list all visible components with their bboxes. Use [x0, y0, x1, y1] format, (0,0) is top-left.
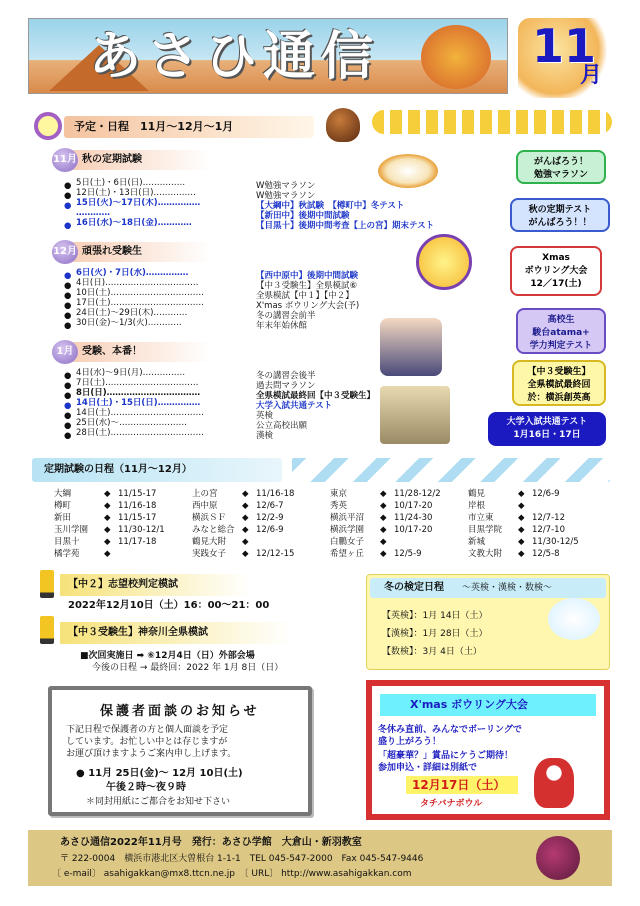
bubble-final-moshi: 【中３受験生】 全県模試最終回 於：横浜創英高: [512, 360, 606, 406]
row-date: 30日(金)〜1/3(火)…………: [76, 318, 182, 328]
exam-cell: [468, 536, 606, 548]
diamond-icon: ◆: [380, 537, 387, 547]
exam-dates: 11/30-12/1: [118, 525, 165, 535]
logo-icon: [536, 836, 580, 880]
schedule-row: [64, 218, 504, 231]
row-date: 14日(土)・15日(日)……………: [76, 398, 201, 408]
schedule-row: [64, 198, 504, 211]
row-event: 【大綱中】秋試験 【樽町中】冬テスト: [256, 201, 405, 211]
diamond-icon: ◆: [380, 549, 387, 559]
diamond-icon: ◆: [242, 525, 249, 535]
notice-note: ＊同封用紙にご都合をお知せ下さい: [86, 797, 231, 807]
row-date: 7日(土)……………………………: [76, 378, 199, 388]
exam-cell: [192, 524, 330, 536]
bubble-common-test: 大学入試共通テスト 1月16日・17日: [488, 412, 606, 446]
dec-badge: 12月: [52, 240, 78, 264]
bowling-line-2: 盛り上がろう！: [378, 737, 442, 747]
school-name: 秀英: [330, 501, 348, 511]
row-event: 過去問マラソン: [256, 381, 316, 391]
exam-schedule-heading-text: 定期試験の日程（11月〜12月）: [44, 464, 192, 475]
diamond-icon: ◆: [242, 513, 249, 523]
month-suffix: 月: [580, 63, 603, 88]
kentei-suken: 【数検】：3月 4日（土）: [382, 647, 482, 657]
exam-cell: [54, 488, 192, 500]
school-name: 文教大附: [468, 549, 503, 559]
row-event: 漢検: [256, 431, 274, 441]
exam-dates: 12/6-9: [532, 489, 560, 499]
kentei-sub: 〜英検・漢検・数検〜: [462, 583, 553, 593]
row-date: …………: [76, 208, 110, 218]
bowling-place: タチバナボウル: [420, 799, 483, 809]
school-name: 白鵬女子: [330, 537, 365, 547]
exam-cell: [192, 536, 330, 548]
bubble-autumn-test: 秋の定期テスト がんばろう！！: [510, 198, 610, 232]
santa-illustration: [534, 758, 574, 808]
exam-dates: 12/6-7: [256, 501, 284, 511]
schedule-row: [64, 298, 504, 311]
footer-line-1: あさひ通信2022年11月号 発行：あさひ学館 大倉山・新羽教室: [60, 837, 362, 848]
footer-line-3: 〔 e-mail〕 asahigakkan@mx8.ttcn.ne.jp 〔 URL〕 http://www.asahigakkan.com: [52, 869, 412, 879]
school-name: 鶴見大附: [192, 537, 227, 547]
exam-cell: [330, 488, 468, 500]
school-name: 新城: [468, 537, 486, 547]
nov-badge: 11月: [52, 148, 78, 172]
exam-grid: [54, 488, 614, 564]
exam-cell: [330, 536, 468, 548]
nov-heading: 秋の定期試験: [52, 150, 212, 170]
exam-cell: [468, 512, 606, 524]
bullet-icon: ●: [64, 201, 72, 211]
exam-dates: 12/5-9: [394, 549, 422, 559]
row-event: 全県模試【中１】【中２】: [256, 291, 354, 301]
exam-dates: 11/15-17: [118, 513, 157, 523]
school-name: 実践女子: [192, 549, 227, 559]
row-event: W勉強マラソン: [256, 191, 316, 201]
moshi3-title: 【中３受験生】神奈川全県模試: [60, 622, 292, 644]
bowling-line-4: 参加申込・詳細は別紙で: [378, 763, 478, 773]
schedule-row: [64, 208, 504, 221]
notice-dates: ● 11月 25日(金)〜 12月 10日(土): [76, 768, 243, 779]
diamond-icon: ◆: [518, 489, 525, 499]
triangle-rulers-decoration: [292, 458, 610, 482]
row-event: 英検: [256, 411, 274, 421]
school-name: 目黒十: [54, 537, 80, 547]
exam-dates: 12/12-15: [256, 549, 295, 559]
jan-heading: 受験、本番！: [52, 342, 212, 362]
school-name: 東京: [330, 489, 348, 499]
diamond-icon: ◆: [104, 525, 111, 535]
pencil-icon-2: [40, 616, 54, 644]
moshi2-date: 2022年12月10日（土）16：00〜21：00: [68, 600, 270, 611]
bullet-icon: ●: [64, 401, 72, 411]
diamond-icon: ◆: [242, 537, 249, 547]
diamond-icon: ◆: [242, 549, 249, 559]
dec-heading: 頑張れ受験生: [52, 242, 212, 262]
schedule-row: [64, 308, 504, 321]
row-date: 6日(火)・7日(水)……………: [76, 268, 189, 278]
kentei-title: 冬の検定日程: [384, 582, 444, 593]
exam-dates: 12/2-9: [256, 513, 284, 523]
bowling-date: 12月17日（土）: [412, 778, 506, 792]
school-name: 鶴見: [468, 489, 486, 499]
diamond-icon: ◆: [242, 501, 249, 511]
exam-dates: 12/7-10: [532, 525, 565, 535]
school-name: 新田: [54, 513, 72, 523]
diamond-icon: ◆: [242, 489, 249, 499]
row-event: 【目黒十】後期中間考査【上の宮】期末テスト: [256, 221, 435, 231]
moshi2-title: 【中２】志望校判定模試: [60, 574, 250, 596]
exam-dates: 11/16-18: [118, 501, 157, 511]
exam-cell: [192, 512, 330, 524]
school-name: 岸根: [468, 501, 486, 511]
school-name: 玉川学園: [54, 525, 89, 535]
row-date: 4日(日)……………………………: [76, 278, 199, 288]
row-event: 【中３受験生】全県模試⑥: [256, 281, 358, 291]
exam-dates: 10/17-20: [394, 525, 433, 535]
bubble-study-marathon: がんばろう！ 勉強マラソン: [516, 150, 606, 184]
school-name: 市立東: [468, 513, 494, 523]
moshi3-final: 今後の日程 → 最終回：2022 年 1月 8日（日）: [92, 663, 284, 673]
exam-cell: [192, 548, 330, 560]
exam-dates: 11/30-12/5: [532, 537, 579, 547]
diamond-icon: ◆: [518, 537, 525, 547]
diamond-icon: ◆: [104, 501, 111, 511]
ginkgo-leaves-decoration: [372, 110, 612, 134]
school-name: 西中原: [192, 501, 218, 511]
exam-cell: [54, 524, 192, 536]
exam-dates: 12/6-9: [256, 525, 284, 535]
bowling-title: X'mas ボウリング大会: [410, 698, 528, 711]
schedule-heading-text: 予定・日程 11月〜12月〜1月: [74, 120, 234, 133]
jan-badge: 1月: [52, 340, 78, 364]
chestnut-icon: [326, 108, 360, 142]
notice-body-2: しています。お忙しい中とは存じますが: [66, 737, 228, 747]
month-number: 11: [532, 19, 597, 73]
bullet-icon: ●: [64, 381, 72, 391]
footer-line-2: 〒 222-0004 横浜市港北区大曽根台 1-1-1 TEL 045-547-2000 Fax 045-547-9446: [60, 854, 424, 864]
notice-time: 午後２時〜夜９時: [106, 782, 186, 793]
row-date: 15日(火)〜17日(木)……………: [76, 198, 201, 208]
exam-cell: [330, 548, 468, 560]
notice-body-3: お運び頂けますようご案内申し上げます。: [66, 749, 237, 759]
diamond-icon: ◆: [380, 501, 387, 511]
exam-dates: 11/16-18: [256, 489, 295, 499]
exam-cell: [54, 548, 192, 560]
exam-cell: [468, 500, 606, 512]
diamond-icon: ◆: [380, 489, 387, 499]
exam-cell: [330, 512, 468, 524]
bubble-high-school-test: 高校生 駿台atama+ 学力判定テスト: [516, 308, 606, 354]
leaf-icon: [421, 25, 491, 89]
bullet-icon: ●: [64, 371, 72, 381]
row-event: 年末年始休館: [256, 321, 308, 331]
diamond-icon: ◆: [104, 537, 111, 547]
schedule-row: [64, 178, 504, 191]
exam-cell: [192, 500, 330, 512]
bullet-icon: ●: [64, 191, 72, 201]
school-name: 目黒学院: [468, 525, 503, 535]
exam-dates: 11/17-18: [118, 537, 157, 547]
moshi3-next: ■次回実施日 ➡ ⑥12月4日（日）外部会場: [80, 651, 255, 661]
stopwatch-icon: [34, 112, 62, 140]
diamond-icon: ◆: [104, 513, 111, 523]
bullet-icon: ●: [64, 271, 72, 281]
sparkle-mascot-illustration: [416, 234, 472, 290]
row-event: 大学入試共通テスト: [256, 401, 333, 411]
bullet-icon: ●: [64, 311, 72, 321]
school-name: 大綱: [54, 489, 72, 499]
school-name: 希望ヶ丘: [330, 549, 365, 559]
school-name: 横浜平沼: [330, 513, 365, 523]
header-banner: [28, 18, 508, 94]
row-event: 【新田中】後期中間試験: [256, 211, 350, 221]
bullet-icon: ●: [64, 301, 72, 311]
row-event: 【西中原中】後期中間試験: [256, 271, 359, 281]
diamond-icon: ◆: [518, 513, 525, 523]
exam-cell: [468, 488, 606, 500]
schedule-row: [64, 188, 504, 201]
exam-dates: 11/28-12/2: [394, 489, 441, 499]
row-date: 8日(日)……………………………: [76, 388, 201, 398]
exam-cell: [192, 488, 330, 500]
bullet-icon: ●: [64, 181, 72, 191]
bullet-icon: ●: [64, 281, 72, 291]
diamond-icon: ◆: [518, 549, 525, 559]
bullet-icon: ●: [64, 291, 72, 301]
bullet-icon: ●: [64, 391, 72, 401]
school-name: みなと総合: [192, 525, 235, 535]
curry-illustration: [378, 154, 438, 188]
bullet-icon: ●: [64, 431, 72, 441]
diamond-icon: ◆: [518, 501, 525, 511]
diamond-icon: ◆: [104, 549, 111, 559]
exam-cell: [468, 524, 606, 536]
row-event: 全県模試最終回【中３受験生】: [256, 391, 376, 401]
row-date: 16日(水)〜18日(金)…………: [76, 218, 192, 228]
exam-gate-illustration: [380, 386, 450, 444]
diamond-icon: ◆: [518, 525, 525, 535]
row-date: 12日(土)・13日(日)……………: [76, 188, 196, 198]
row-date: 5日(土)・6日(日)……………: [76, 178, 186, 188]
exam-dates: 10/17-20: [394, 501, 433, 511]
diamond-icon: ◆: [380, 513, 387, 523]
page-title: あさひ通信: [89, 27, 380, 87]
exam-dates: 11/15-17: [118, 489, 157, 499]
exam-cell: [330, 500, 468, 512]
students-illustration: [380, 318, 442, 376]
exam-cell: [54, 500, 192, 512]
row-date: 25日(水)〜……………………: [76, 418, 187, 428]
exam-cell: [54, 536, 192, 548]
diamond-icon: ◆: [104, 489, 111, 499]
math-formula-icon: [548, 598, 600, 640]
notice-title: 保護者面談のお知らせ: [100, 704, 260, 719]
row-event: W勉強マラソン: [256, 181, 316, 191]
diamond-icon: ◆: [380, 525, 387, 535]
kentei-kanken: 【漢検】：1月 28日（土）: [382, 629, 488, 639]
bullet-icon: ●: [64, 321, 72, 331]
school-name: 橘学苑: [54, 549, 80, 559]
school-name: 樽町: [54, 501, 72, 511]
row-event: 公立高校出願: [256, 421, 308, 431]
row-event: X'mas ボウリング大会(予): [256, 301, 360, 311]
row-date: 17日(土)……………………………: [76, 298, 204, 308]
exam-dates: 12/5-8: [532, 549, 560, 559]
row-date: 28日(土)……………………………: [76, 428, 204, 438]
bowling-line-3: 「超豪華？」賞品にケうご期待！: [378, 751, 514, 761]
exam-cell: [468, 548, 606, 560]
school-name: 横浜学園: [330, 525, 365, 535]
row-date: 24日(土)〜29日(木)…………: [76, 308, 188, 318]
school-name: 上の宮: [192, 489, 218, 499]
bowling-line-1: 冬休み直前、みんなでボーリングで: [378, 725, 522, 735]
notice-body-1: 下記日程で保護者の方と個人面談を予定: [66, 725, 229, 735]
exam-dates: 12/7-12: [532, 513, 565, 523]
row-date: 10日(土)……………………………: [76, 288, 204, 298]
bullet-icon: ●: [64, 221, 72, 231]
exam-cell: [330, 524, 468, 536]
school-name: 横浜ＳＦ: [192, 513, 227, 523]
bullet-icon: ●: [64, 421, 72, 431]
row-date: 14日(土)……………………………: [76, 408, 204, 418]
pencil-icon: [40, 570, 54, 598]
row-event: 冬の講習会前半: [256, 311, 316, 321]
kentei-eiken: 【英検】：1月 14日（土）: [382, 611, 488, 621]
row-date: 4日(水)〜9日(月)……………: [76, 368, 186, 378]
exam-dates: 11/24-30: [394, 513, 433, 523]
bubble-xmas-bowling: Xmas ボウリング大会 12／17(土): [510, 246, 602, 296]
row-event: 冬の講習会後半: [256, 371, 316, 381]
bullet-icon: ●: [64, 411, 72, 421]
exam-cell: [54, 512, 192, 524]
